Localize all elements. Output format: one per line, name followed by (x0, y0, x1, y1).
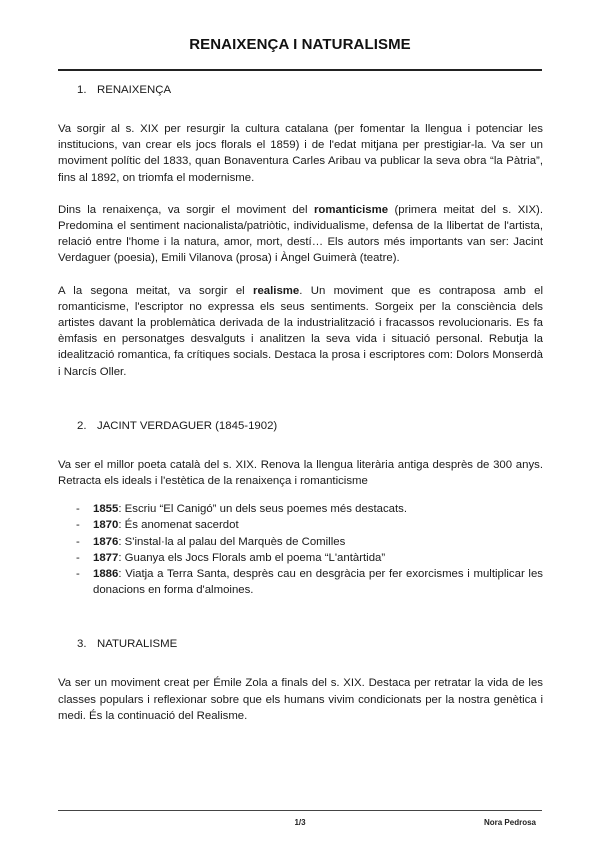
paragraph (58, 121, 543, 186)
footer-divider (58, 810, 542, 811)
list-dash: - (76, 568, 80, 581)
bold-term: romanticisme (313, 203, 389, 216)
timeline-list (58, 501, 543, 598)
list-item-text: : Viatja a Terra Santa, desprès cau en desgràcia per fer exorcismes i multiplicar les donacions en forma d'almoines. (93, 568, 543, 597)
list-item (58, 517, 543, 533)
section-heading-renaixenca (77, 82, 543, 98)
section-number: 1. (77, 84, 87, 96)
paragraph: Va ser un moviment creat per Émile Zola a finals del s. XIX. Destaca per retratar la vida de les classes populars i reflexionar sobre que els humans vivim condicionats per la nostra genètica i medi. És la continuació del Realisme. (58, 677, 543, 722)
paragraph-text: (primera meitat del s. XIX). Predomina el sentiment nacionalista/patriòtic, individualisme, defensa de la llibertat de l'artista, relació entre l'home i la natura, amor, mort, destí… Els autors més importants van ser: Jacint Verdaguer (poesia), Emili Vilanova (prosa) i Àngel Guimerà (teatre). (58, 203, 544, 265)
list-dash: - (76, 503, 80, 516)
list-dash: - (76, 551, 80, 564)
paragraph-text: Dins la renaixença, va sorgir el moviment del (58, 203, 314, 216)
paragraph-text: . Un moviment que es contraposa amb el romanticisme, l'escriptor no expressa els seus sentiments. Sorgeix per la consciència dels artistes davant la problemàtica derivada de la industrialització i fracassos revolucionaris. Es fa èmfasis en personatges desvalguts i analitzen la seva vida i situació personal. Rebutja la idealització romantica, fa crítiques socials. Destaca la prosa i escriptores com: Dolors Monserdà i Narcís Oller. (58, 284, 544, 378)
paragraph-text: Va sorgir al s. XIX per resurgir la cultura catalana (per fomentar la llengua i potenciar les institucions, van crear els jocs florals el 1859) i de l'edat mitjana per prestigiar-la. Va ser un moviment polític del 1833, quan Bonaventura Carles Aribau va publicar la seva obra “la Pàtria”, fins al 1892, on triomfa el modernisme. (58, 123, 543, 184)
list-item-text: : S'instal·la al palau del Marquès de Comilles (118, 535, 346, 548)
page-title: RENAIXENÇA I NATURALISME (189, 36, 411, 53)
bold-term: realisme (253, 284, 300, 297)
year: 1886 (93, 568, 119, 581)
document-body (58, 82, 543, 724)
year: 1876 (93, 535, 119, 548)
list-item-text: : Escriu “El Canigó” un dels seus poemes més destacats. (118, 503, 408, 516)
list-item (58, 534, 543, 550)
page-number: 1/3 (294, 818, 306, 827)
paragraph (58, 202, 543, 267)
paragraph (58, 283, 543, 380)
list-item (58, 566, 543, 598)
section-heading-verdaguer (77, 418, 543, 434)
year: 1877 (93, 551, 119, 564)
paragraph-text: A la segona meitat, va sorgir el (58, 284, 254, 297)
section-title: NATURALISME (97, 638, 178, 651)
section-title: RENAIXENÇA (97, 84, 172, 96)
list-item-text: : És anomenat sacerdot (118, 519, 239, 532)
section-title: JACINT VERDAGUER (1845-1902) (97, 419, 278, 432)
year: 1855 (93, 503, 119, 516)
list-dash: - (76, 535, 80, 548)
list-item-text: : Guanya els Jocs Florals amb el poema “L'antàrtida” (118, 551, 386, 564)
section-number: 2. (77, 419, 87, 432)
footer-author: Nora Pedrosa (483, 818, 536, 827)
list-item (58, 501, 543, 517)
section-heading-naturalisme (77, 636, 543, 652)
title-divider (58, 69, 542, 71)
list-dash: - (76, 519, 80, 532)
section-number: 3. (77, 638, 87, 651)
year: 1870 (93, 519, 119, 532)
paragraph: Va ser el millor poeta català del s. XIX. Renova la llengua literària antiga desprès de 300 anys. Retracta els ideals i l'estètica de la renaixença i romanticisme (58, 458, 543, 488)
list-item (58, 550, 543, 566)
